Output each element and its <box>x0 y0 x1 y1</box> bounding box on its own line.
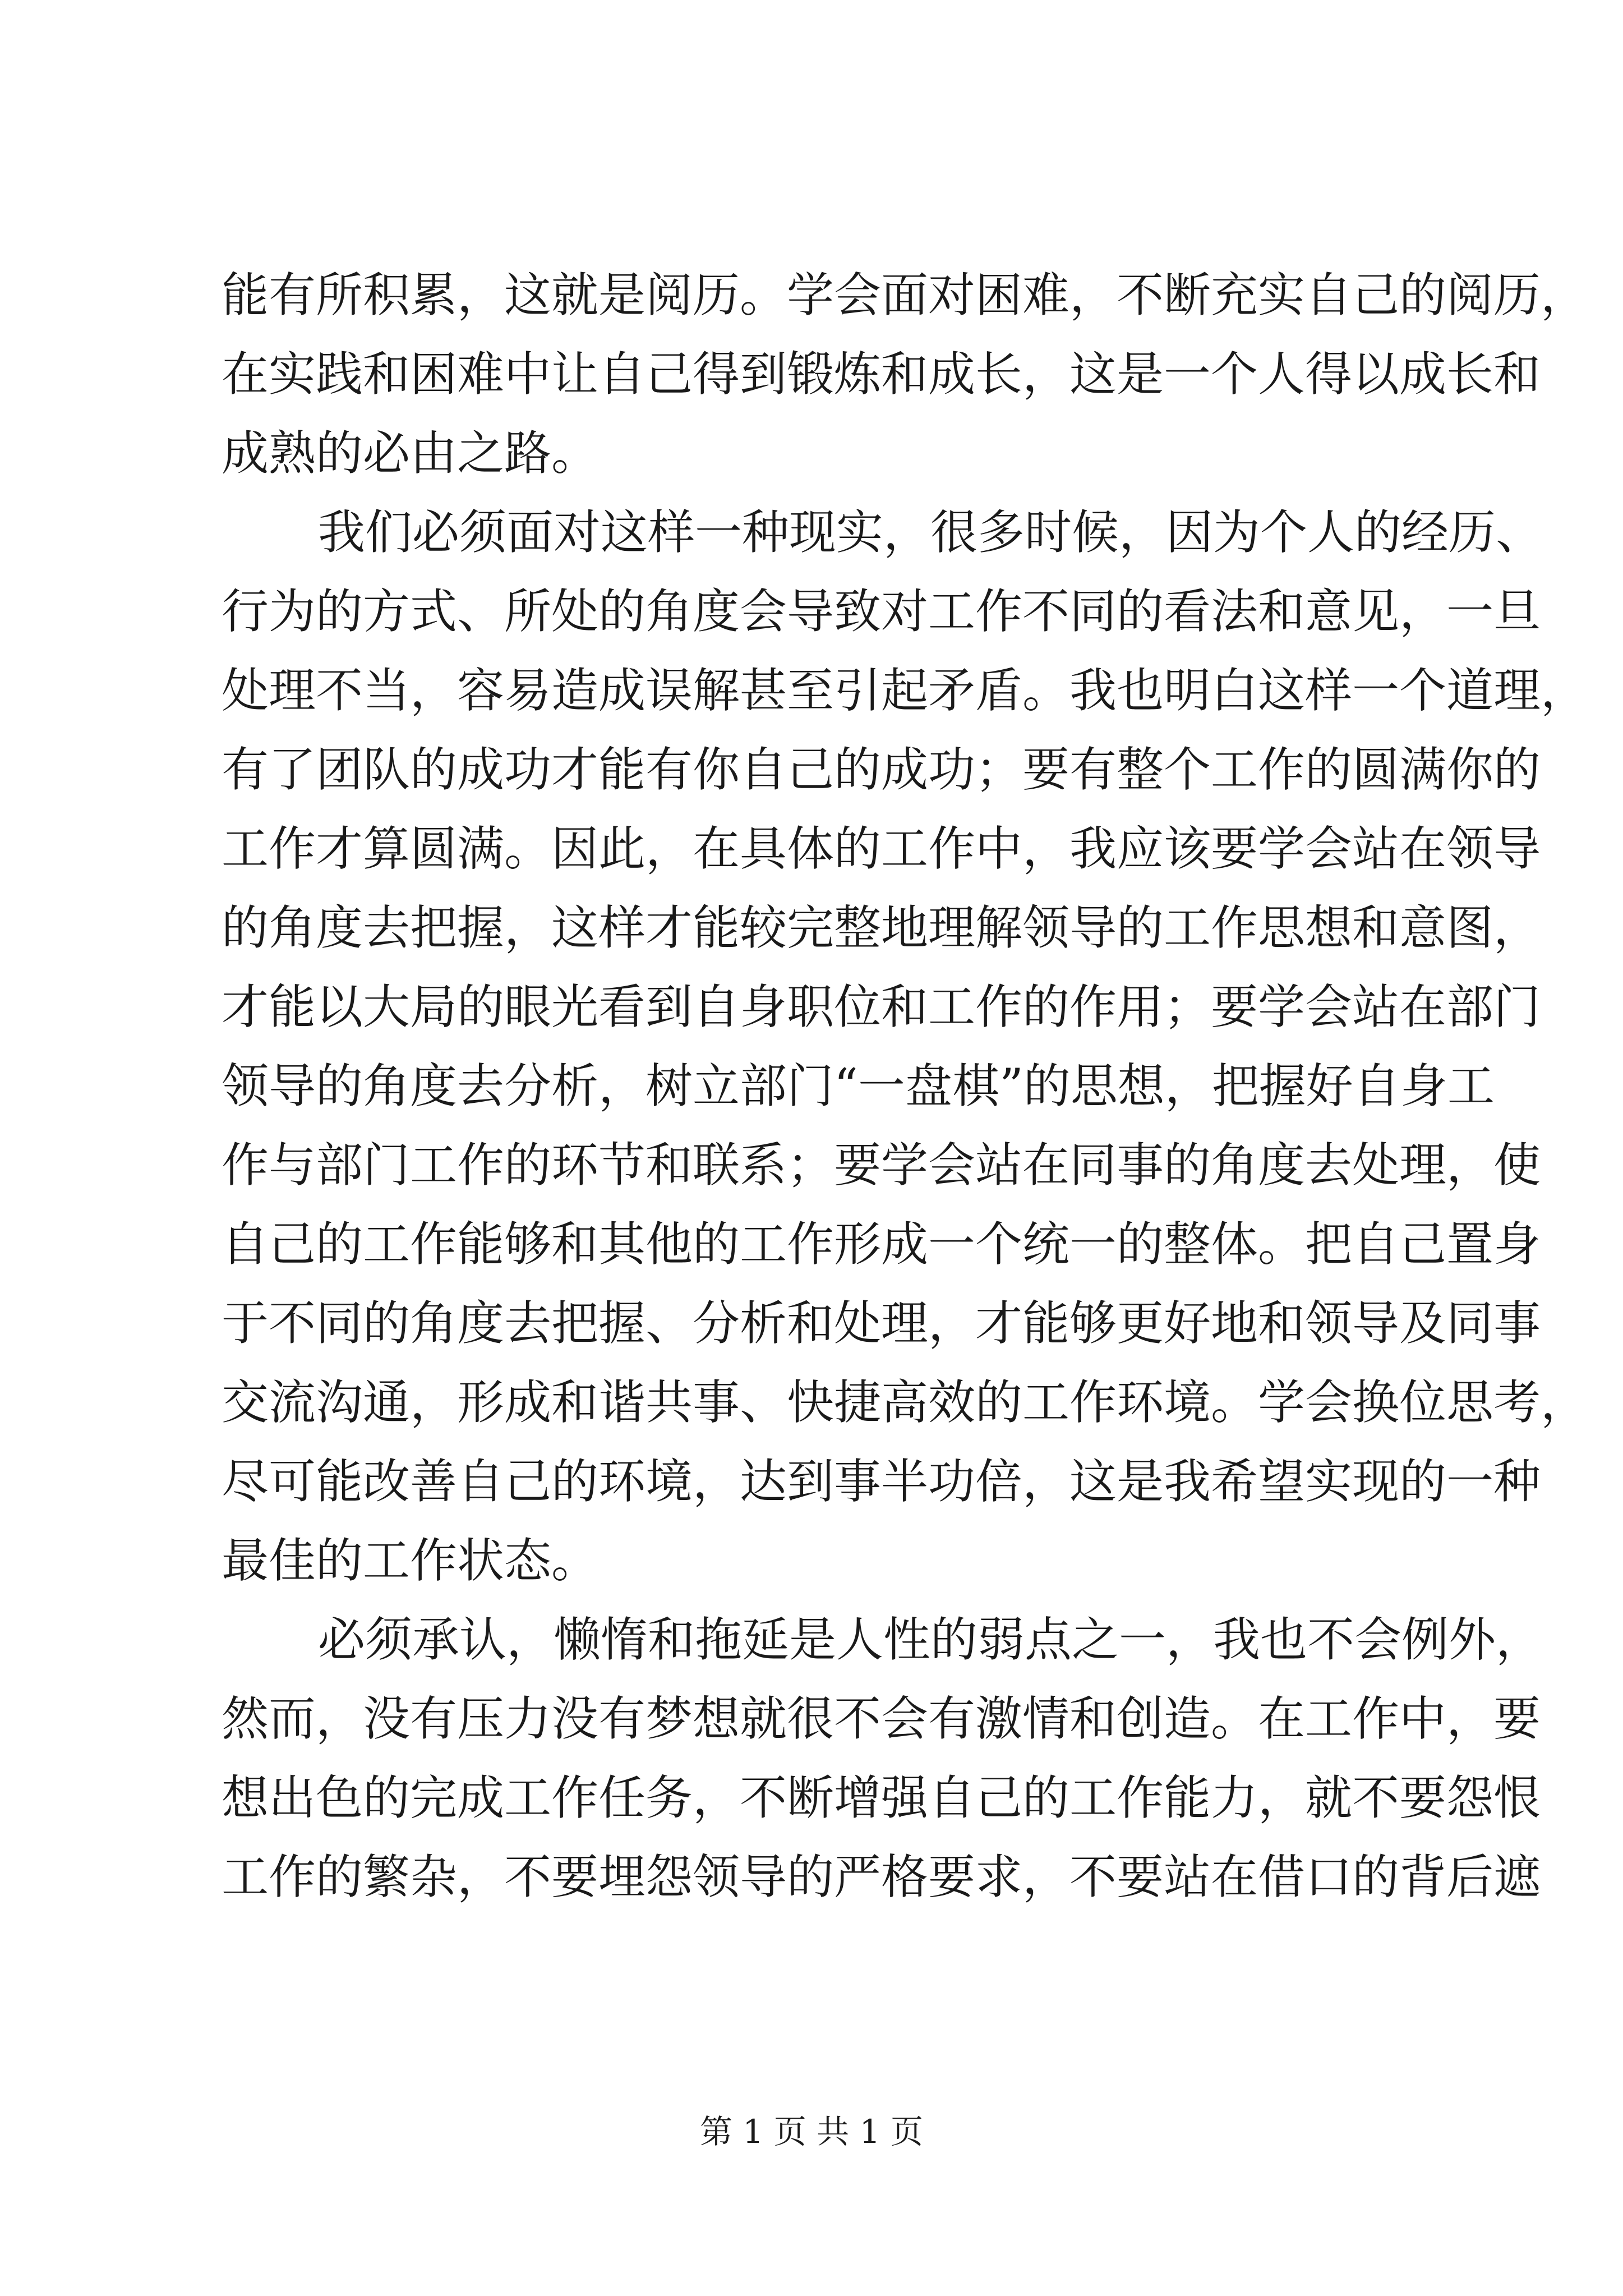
text-line: 必须承认，懒惰和拖延是人性的弱点之一，我也不会例外， <box>318 1612 1543 1667</box>
text-line: 尽可能改善自己的环境，达到事半功倍，这是我希望实现的一种 <box>222 1454 1541 1509</box>
text-line: 成熟的必由之路。 <box>222 426 599 481</box>
text-line: 行为的方式、所处的角度会导致对工作不同的看法和意见，一旦 <box>222 584 1541 639</box>
text-line: 想出色的完成工作任务，不断增强自己的工作能力，就不要怨恨 <box>222 1770 1541 1825</box>
text-line: 我们必须面对这样一种现实，很多时候，因为个人的经历、 <box>318 505 1543 560</box>
text-line: 处理不当，容易造成误解甚至引起矛盾。我也明白这样一个道理， <box>222 663 1588 718</box>
text-line: 交流沟通，形成和谐共事、快捷高效的工作环境。学会换位思考， <box>222 1375 1588 1430</box>
text-line: 的角度去把握，这样才能较完整地理解领导的工作思想和意图， <box>222 900 1541 955</box>
text-line: 能有所积累，这就是阅历。学会面对困难，不断充实自己的阅历， <box>222 268 1588 323</box>
text-line: 作与部门工作的环节和联系；要学会站在同事的角度去处理，使 <box>222 1138 1541 1193</box>
text-line: 工作才算圆满。因此，在具体的工作中，我应该要学会站在领导 <box>222 821 1541 876</box>
text-line: 然而，没有压力没有梦想就很不会有激情和创造。在工作中，要 <box>222 1691 1541 1746</box>
page-footer: 第 1 页 共 1 页 <box>700 2113 923 2151</box>
text-line: 在实践和困难中让自己得到锻炼和成长，这是一个人得以成长和 <box>222 347 1541 402</box>
text-line: 于不同的角度去把握、分析和处理，才能够更好地和领导及同事 <box>222 1296 1541 1351</box>
body-text <box>222 256 1588 1917</box>
text-line: 才能以大局的眼光看到自身职位和工作的作用；要学会站在部门 <box>222 979 1541 1034</box>
text-line: 有了团队的成功才能有你自己的成功；要有整个工作的圆满你的 <box>222 742 1541 797</box>
text-line: 工作的繁杂，不要埋怨领导的严格要求，不要站在借口的背后遮 <box>222 1849 1541 1904</box>
text-line: 领导的角度去分析，树立部门“一盘棋”的思想，把握好自身工 <box>222 1059 1495 1114</box>
text-line: 自己的工作能够和其他的工作形成一个统一的整体。把自己置身 <box>222 1217 1541 1272</box>
text-line: 最佳的工作状态。 <box>222 1533 599 1588</box>
